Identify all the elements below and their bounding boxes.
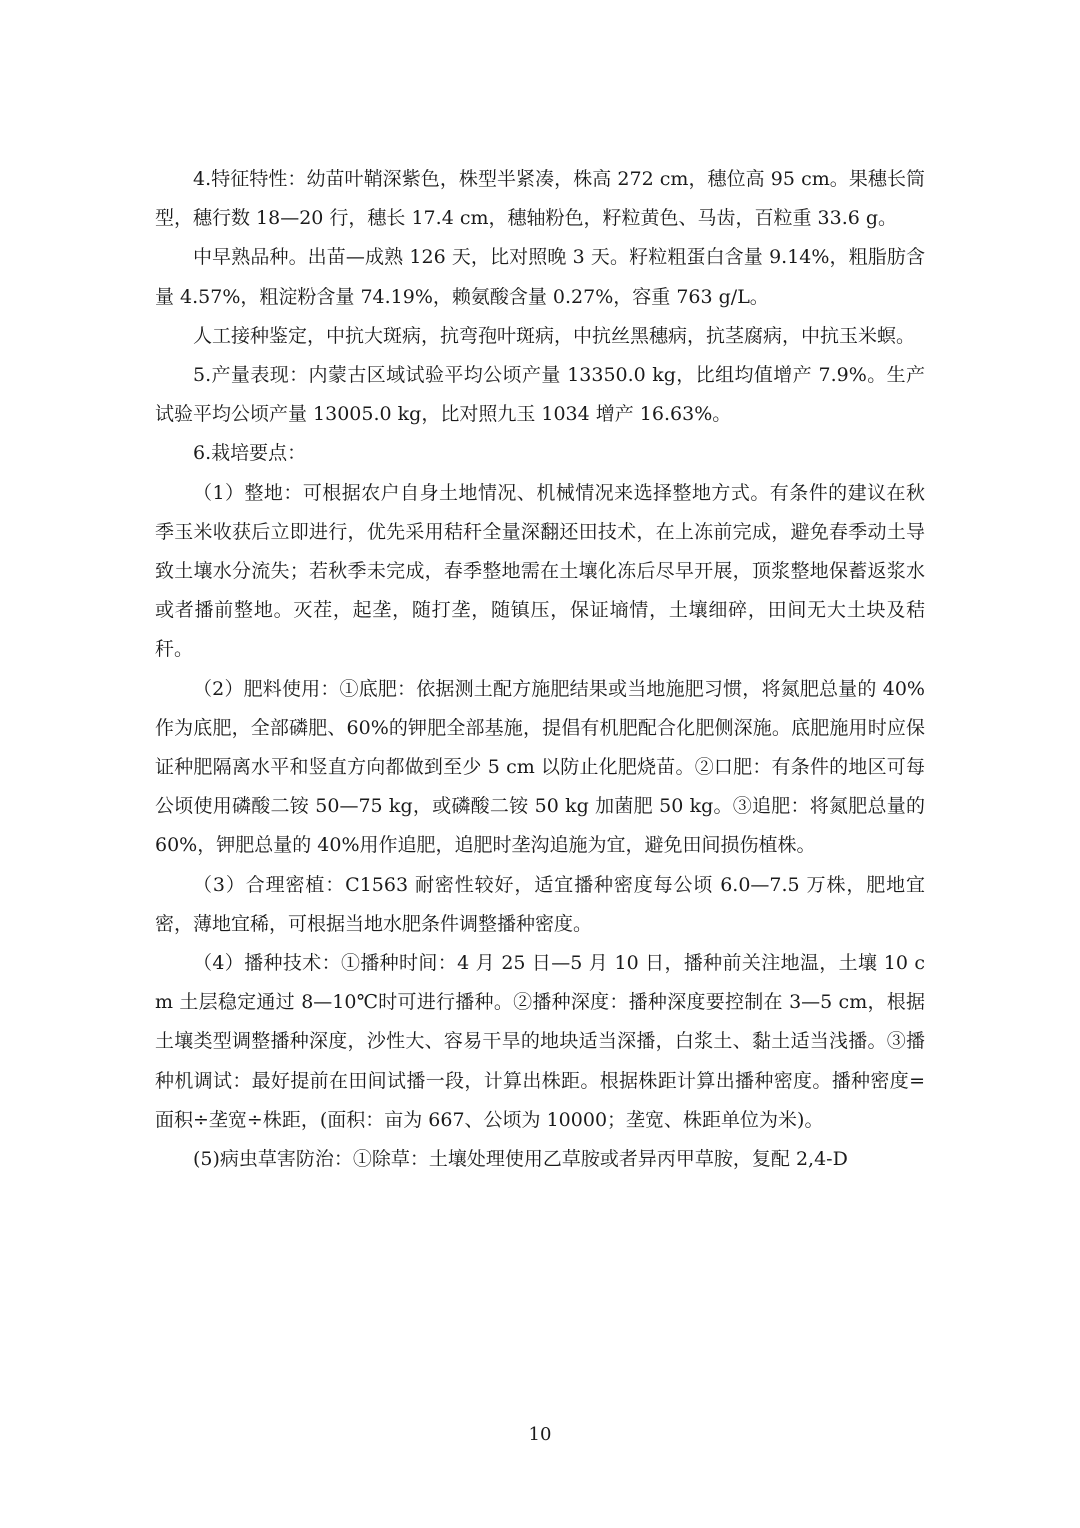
paragraph-planting-density: （3）合理密植：C1563 耐密性较好，适宜播种密度每公顷 6.0—7.5 万株，肥地宜密，薄地宜稀，可根据当地水肥条件调整播种密度。 xyxy=(155,873,925,935)
paragraph-fertilizer: （2）肥料使用：①底肥：依据测土配方施肥结果或当地施肥习惯，将氮肥总量的 40%作为底肥，全部磷肥、60%的钾肥全部基施，提倡有机肥配合化肥侧深施。底肥施用时应保证种肥隔离水平和竖直方向都做到至少 5 cm 以防止化肥烧苗。②口肥：有条件的地区可每公顷使用磷酸二铵 50—75 kg，或磷酸二铵 50 kg 加菌肥 50 kg。③追肥：将氮肥总量的 60%，钾肥总量的 40%用作追肥，追肥时垄沟追施为宜，避免田间损伤植株。 xyxy=(155,677,925,857)
paragraph-land-preparation: （1）整地：可根据农户自身土地情况、机械情况来选择整地方式。有条件的建议在秋季玉米收获后立即进行，优先采用秸秆全量深翻还田技术，在上冻前完成，避免春季动土导致土壤水分流失；若秋季未完成，春季整地需在土壤化冻后尽早开展，顶浆整地保蓄返浆水或者播前整地。灭茬，起垄，随打垄，随镇压，保证墒情，土壤细碎，田间无大土块及秸秆。 xyxy=(155,481,925,661)
page-number: 10 xyxy=(528,1424,552,1445)
paragraph-disease-resistance: 人工接种鉴定，中抗大斑病，抗弯孢叶斑病，中抗丝黑穗病，抗茎腐病，中抗玉米螟。 xyxy=(193,324,916,347)
paragraph-sowing-technique: （4）播种技术：①播种时间：4 月 25 日—5 月 10 日，播种前关注地温，土壤 10 cm 土层稳定通过 8—10℃时可进行播种。②播种深度：播种深度要控制在 3—5 cm，根据土壤类型调整播种深度，沙性大、容易干旱的地块适当深播，白浆土、黏土适当浅播。③播种机调试：最好提前在田间试播一段，计算出株距。根据株距计算出播种密度。播种密度=面积÷垄宽÷株距，(面积：亩为 667、公顷为 10000；垄宽、株距单位为米)。 xyxy=(155,952,925,1131)
paragraph-pest-control: (5)病虫草害防治：①除草：土壤处理使用乙草胺或者异丙甲草胺，复配 2,4-D xyxy=(193,1148,848,1171)
paragraph-characteristics: 4.特征特性：幼苗叶鞘深紫色，株型半紧凑，株高 272 cm，穗位高 95 cm。果穗长筒型，穗行数 18—20 行，穗长 17.4 cm，穗轴粉色，籽粒黄色、马齿，百粒重 33.6 g。 xyxy=(155,168,925,230)
paragraph-yield: 5.产量表现：内蒙古区域试验平均公顷产量 13350.0 kg，比组均值增产 7.9%。生产试验平均公顷产量 13005.0 kg，比对照九玉 1034 增产 16.63%。 xyxy=(155,364,925,426)
paragraph-maturity-quality: 中早熟品种。出苗—成熟 126 天，比对照晚 3 天。籽粒粗蛋白含量 9.14%，粗脂肪含量 4.57%，粗淀粉含量 74.19%，赖氨酸含量 0.27%，容重 763 g/L。 xyxy=(155,246,925,308)
page-body xyxy=(155,160,925,1179)
paragraph-cultivation-heading: 6.栽培要点： xyxy=(193,442,307,465)
